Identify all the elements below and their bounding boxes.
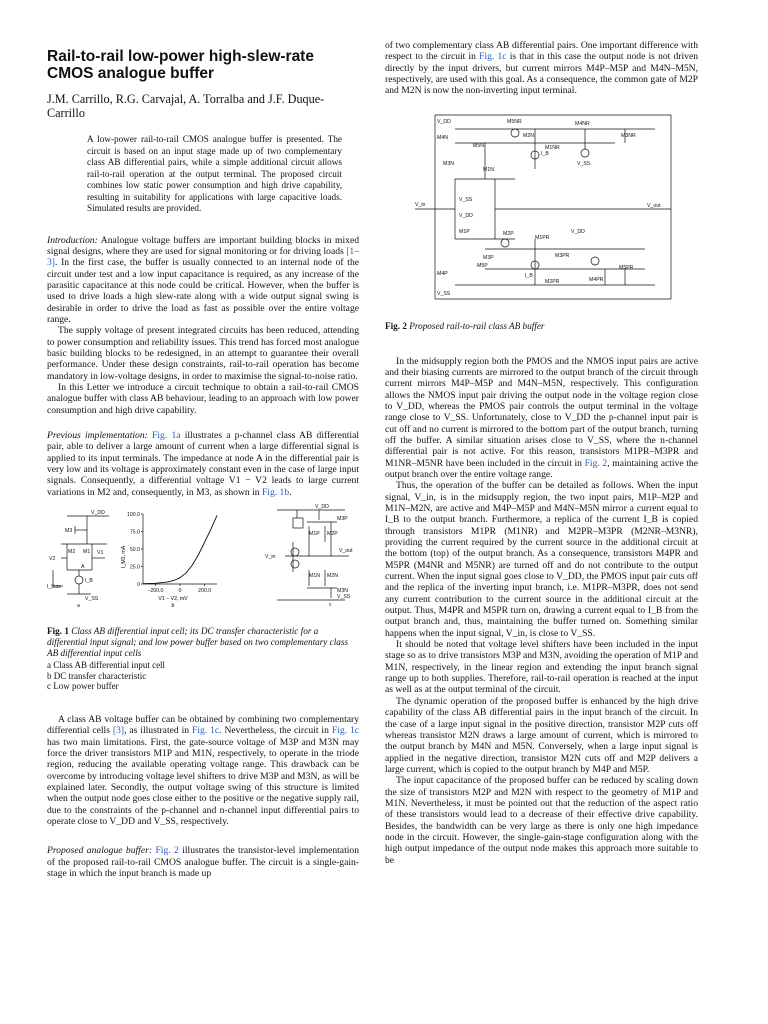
fig1-caption-number: Fig. 1 bbox=[47, 626, 69, 637]
fig1a-panel-label: a bbox=[77, 603, 80, 609]
fig1c-panel-label: c bbox=[329, 602, 332, 608]
intro-paragraph-3: In this Letter we introduce a circuit technique to obtain a rail-to-rail CMOS analogue buffer with class AB behaviour, leading to an approach with low power consumption and high drive capability. bbox=[47, 381, 359, 416]
classab-text-b: , as illustrated in bbox=[124, 725, 192, 737]
fig1b-ytick-label: 50.0 bbox=[129, 546, 140, 553]
fig1a-label-vss: V_SS bbox=[85, 596, 99, 603]
fig2-label-m1pr: M1PR bbox=[535, 234, 550, 241]
fig1a-label-m3: M3 bbox=[65, 528, 73, 535]
fig1c-label-vin: V_in bbox=[265, 554, 276, 561]
fig1c-label-vdd: V_DD bbox=[315, 504, 329, 511]
fig1b-ytick-label: 75.0 bbox=[129, 529, 140, 536]
fig2-label-vss-mid: V_SS bbox=[459, 196, 473, 203]
fig2-label-m1p: M1P bbox=[459, 228, 470, 235]
fig1b-series-line bbox=[143, 515, 217, 583]
fig1b-xtick-label: −200.0 bbox=[147, 588, 164, 595]
fig1a-label-v2: V2 bbox=[49, 556, 56, 563]
fig1b-chart bbox=[121, 508, 241, 608]
right-top-text-b: is that in this case the output node is not driven directly by the input drivers, but current mirrors M4P–M5P and M4N–M5N, respectively, are used with this goal. As a consequence, the common gate of M2P and M2N is now the non-inverting input terminal. bbox=[385, 51, 698, 97]
paper-authors: J.M. Carrillo, R.G. Carvajal, A. Torralba and J.F. Duque-Carrillo bbox=[47, 92, 325, 120]
right-p1-text-b: , maintaining active the output branch over the entire voltage range. bbox=[385, 457, 698, 480]
fig2-label-vin: V_in bbox=[415, 201, 426, 208]
figure-2 bbox=[385, 109, 698, 309]
right-column bbox=[385, 40, 698, 866]
fig2-label-m5n: M5N bbox=[473, 142, 484, 149]
fig1c-label-vout: V_out bbox=[339, 548, 353, 555]
paper-title: Rail-to-rail low-power high-slew-rate CMOS analogue buffer bbox=[47, 48, 314, 82]
right-paragraph-5: The input capacitance of the proposed buffer can be reduced by scaling down the size of transistors M2P and M2N with respect to the geometry of M1P and M1N. Nevertheless, it must be pointed out that the reduction of the aspect ratio of these transistors would lead to a decrease of their effective drive capability. Besides, the bandwidth can be very large as there is only one high impedance node in the circuit. However, the single-gain-stage configuration along with the high output impedance of the output node makes this approach more suitable to be bbox=[385, 775, 698, 866]
fig2-label-vss-top: V_SS bbox=[577, 160, 591, 167]
right-paragraph-1 bbox=[385, 356, 698, 481]
previous-implementation-paragraph bbox=[47, 430, 359, 498]
fig1a-label-ibias: I_bias bbox=[47, 584, 61, 591]
fig2-caption bbox=[385, 321, 698, 332]
fig1b-xtick-label: 0 bbox=[178, 588, 182, 595]
fig1b-ytick-label: 25.0 bbox=[129, 564, 140, 571]
fig1b-ytick-label: 0 bbox=[137, 581, 140, 588]
classab-text-d: has two main limitations. First, the gate-source voltage of M3P and M3N may force the driver transistors M1P and M1N, respectively, to operate in the triode region, reducing the available operating voltage range. This drawback can be overcome by introducing voltage level shifters to drive M3P and M3N, as will be explained later. Secondly, the output voltage swing of this structure is limited when the output node goes close either to the positive or the negative supply rail, due to the constraints of the p-channel and n-channel input differential pairs to operate close to V_DD and V_SS, respectively. bbox=[47, 736, 359, 828]
fig1b-panel-label: b bbox=[171, 603, 175, 609]
classab-text-c: . Nevertheless, the circuit in bbox=[219, 725, 332, 737]
fig1b-ylabel: I_M3, mA bbox=[121, 545, 127, 569]
fig1a-label-m1: M1 bbox=[83, 549, 91, 556]
fig2-label-m4nr: M4NR bbox=[575, 120, 590, 127]
fig2-label-m1nr: M1NR bbox=[545, 144, 560, 151]
fig1c-label-m1n: M1N bbox=[309, 573, 320, 580]
fig2-label-m3p: M3P bbox=[483, 254, 494, 261]
intro-text-a: Analogue voltage buffers are important building blocks in mixed signal designs, where they are used for signal monitoring or for driving loads bbox=[47, 234, 359, 257]
fig1c-link-2[interactable]: Fig. 1c bbox=[331, 725, 360, 737]
fig1c-circuit bbox=[245, 502, 357, 607]
right-top-paragraph bbox=[385, 40, 698, 97]
fig2-label-vdd-right: V_DD bbox=[571, 228, 585, 235]
fig2-label-m3n: M3N bbox=[443, 160, 454, 167]
fig2-label-m5pr: M5PR bbox=[619, 264, 634, 271]
fig1c-label-m2p: M2P bbox=[327, 531, 338, 538]
fig2-label-m5p: M5P bbox=[477, 262, 488, 269]
left-column bbox=[47, 40, 359, 879]
fig1a-label-ib: I_B bbox=[85, 578, 93, 585]
fig2-link-right[interactable]: Fig. 2 bbox=[584, 457, 608, 469]
previous-text-c: . bbox=[289, 486, 292, 498]
fig2-label-m2pr: M2PR bbox=[545, 278, 560, 285]
intro-paragraph-2: The supply voltage of present integrated circuits has been reduced, attending to power consumption and reliability issues. This trend has forced most analogue basic building blocks to be redesigned, in an attempt to guarantee their overall performance. Under these design constraints, rail-to-rail operation has become mandatory in low-voltage designs, in order to maximise the signal-to-noise ratio. bbox=[47, 325, 359, 382]
previous-text-b: illustrates a p-channel class AB differential pair, able to deliver a large amount of current when a large differential signal is applied to its input terminals. The impedance at node A in the differential pair is very low and its voltage is approximately constant even in the case of large input signals. Consequently, a differential voltage V1 − V2 leads to large current variations in M2 and, consequently, in M3, as shown in bbox=[47, 430, 359, 498]
fig1-subcaption-b: b DC transfer characteristic bbox=[47, 670, 147, 681]
fig2-label-vdd-mid: V_DD bbox=[459, 212, 473, 219]
fig2-label-m4p: M4P bbox=[437, 270, 448, 277]
fig1c-link-right[interactable]: Fig. 1c bbox=[479, 51, 507, 63]
fig1a-label-vdd: V_DD bbox=[91, 510, 105, 517]
fig2-label-m4n: M4N bbox=[437, 134, 448, 141]
fig2-label-vss-bottom: V_SS bbox=[437, 290, 451, 297]
fig1a-label-m2: M2 bbox=[68, 549, 76, 556]
fig1-subcaption-a: a Class AB differential input cell bbox=[47, 660, 166, 671]
fig1c-label-vss: V_SS bbox=[337, 594, 351, 601]
right-top-text-a: of two complementary class AB differential pairs. One important difference with respect to the circuit in bbox=[385, 40, 698, 63]
fig1a-label-v1: V1 bbox=[97, 550, 104, 557]
fig1-caption bbox=[47, 626, 359, 658]
fig1-caption-text: Class AB differential input cell; its DC transfer characteristic for a differential input signal; and low power buffer based on two complementary class AB differential input cells bbox=[47, 626, 349, 658]
fig1b-ytick-label: 100.0 bbox=[127, 511, 140, 518]
ref-link-1-3[interactable]: [1–3] bbox=[47, 245, 359, 269]
right-paragraph-4: The dynamic operation of the proposed buffer is enhanced by the high drive capability of the class AB differential pairs in the input branch of the circuit. In the case of a large input signal in the positive direction, transistor M2P cuts off whereas transistor M2N draws a large amount of current, which is mirrored to the output branch by M4N and M5N. Conversely, when a large input signal is applied in the negative direction, transistor M2N cuts off and M2P delivers a large current, which is copied to the output branch by M4P and M5P. bbox=[385, 695, 698, 775]
fig2-label-m2n: M2N bbox=[523, 132, 534, 139]
fig1c-label-m2n: M2N bbox=[327, 573, 338, 580]
proposed-text-b: illustrates the transistor-level implementation of the proposed rail-to-rail CMOS analogue buffer. The circuit is a single-gain-stage in which the input branch is made up bbox=[47, 845, 359, 880]
right-paragraph-2: Thus, the operation of the buffer can be detailed as follows. When the input signal, V_in, is in the midsupply region, the two input pairs, M1P–M2P and M1N–M2N, are active and M4P–M5P and M4N–M5N mirror a current equal to I_B to the output branch. Furthermore, a replica of the current I_B is copied through transistors M1PR (M1NR) and M2PR–M3PR (M2NR–M3NR), providing the current required by the current source in the additional circuit at the bottom (top) of the output branch. As a consequence, transistors M4PR and M5PR (M4NR and M5NR) are turned off and do not contribute to the output current. When the input signal goes close to V_DD, the PMOS input pair cuts off and the replica of the inverting input branch, i.e. M1PR–M3PR, does not send any current contribution to the current source in the additional circuit at the output. Thus, M4PR and M5PR turn on, drawing a current equal to I_B from the output branch and, thus, maintaining the buffer turned on. Something similar happens when the input signal, V_in, is close to V_SS. bbox=[385, 480, 698, 639]
proposed-lead: Proposed analogue buffer: bbox=[47, 845, 153, 857]
fig1b-xtick-label: 200.0 bbox=[198, 588, 212, 595]
fig1a-link[interactable]: Fig. 1a bbox=[152, 430, 181, 441]
intro-paragraph-1 bbox=[47, 235, 359, 326]
classab-text-a: A class AB voltage buffer can be obtained by combining two complementary differential cells bbox=[47, 713, 359, 737]
classab-paragraph bbox=[47, 714, 359, 827]
fig1c-label-m3p: M3P bbox=[337, 516, 348, 523]
right-p1-text-a: In the midsupply region both the PMOS and the NMOS input pairs are active and their biasing currents are mirrored to the output branch of the circuit through current mirrors M4P–M5P and M4N–M5N, respectively. This configuration allows the NMOS input pair driving the output node in the voltage region close to V_DD, whereas the PMOS pair controls the output terminal in the voltage range close to V_SS. Unfortunately, close to V_DD the p-channel input pair is cut off and no current is mirrored to the bottom part of the output branch, turning off the buffer. A similar situation arises close to V_SS, where the n-channel differential pair is not active. For this reason, transistors M1PR–M3PR and M1NR–M5NR have been included in the circuit in bbox=[385, 355, 698, 469]
fig2-label-ib-top: I_B bbox=[541, 150, 549, 157]
fig2-label-m1n: M1N bbox=[483, 166, 494, 173]
fig2-label-m3nr: M3NR bbox=[621, 132, 636, 139]
previous-lead: Previous implementation: bbox=[47, 430, 148, 441]
intro-text-b: . In the first case, the buffer is usually connected to an internal node of the circuit under test and a low input capacitance is required, as any increase of the parasitic capacitance at this node could be critical. However, when the buffer is used to drive loads a high slew-rate along with a wide output signal swing is desirable in order to drive the load as fast as possible over the entire voltage range. bbox=[47, 257, 359, 325]
fig1a-label-a: A bbox=[81, 564, 85, 571]
fig2-label-m2p: M2P bbox=[503, 230, 514, 237]
figure-1 bbox=[47, 504, 359, 620]
fig1-subcaption-c: c Low power buffer bbox=[47, 681, 119, 692]
fig1a-circuit bbox=[47, 508, 117, 608]
fig1b-xlabel: V1 − V2, mV bbox=[158, 596, 188, 603]
proposed-paragraph bbox=[47, 845, 359, 879]
right-paragraph-3: It should be noted that voltage level shifters have been included in the input stage so as to drive transistors M3P and M3N, avoiding the operation of M1P and M1N, respectively, in the linear region and extending the input branch signal range up to both supplies. Therefore, rail-to-rail operation is reached at the input as well as at the output terminal of the circuit. bbox=[385, 639, 698, 696]
fig2-caption-text: Proposed rail-to-rail class AB buffer bbox=[406, 320, 545, 331]
ref-link-3[interactable]: [3] bbox=[112, 725, 125, 737]
fig1c-label-m1p: M1P bbox=[309, 531, 320, 538]
fig2-circuit bbox=[385, 109, 685, 309]
fig2-label-vdd-top: V_DD bbox=[437, 118, 451, 125]
intro-lead: Introduction: bbox=[47, 234, 98, 246]
fig1c-link[interactable]: Fig. 1c bbox=[191, 725, 220, 737]
fig2-label-vout: V_out bbox=[647, 202, 661, 209]
fig1c-label-m3n: M3N bbox=[337, 588, 348, 595]
fig2-link[interactable]: Fig. 2 bbox=[155, 845, 179, 857]
fig2-label-m3pr: M3PR bbox=[555, 252, 570, 259]
fig2-label-ib-bottom: I_B bbox=[525, 272, 533, 279]
fig2-label-m4pr: M4PR bbox=[589, 276, 604, 283]
fig2-label-m5nr: M5NR bbox=[507, 118, 522, 125]
abstract: A low-power rail-to-rail CMOS analogue buffer is presented. The circuit is based on an input stage made up of two complementary class AB differential pairs, while a simple additional circuit allows rail-to-rail operation at the output terminal. The proposed circuit combines low static power consumption and high drive capability, resulting in suitability for applications with large capacitive loads. Simulated results are provided. bbox=[87, 134, 342, 213]
fig1b-link[interactable]: Fig. 1b bbox=[261, 486, 290, 498]
fig2-caption-number: Fig. 2 bbox=[385, 320, 407, 331]
